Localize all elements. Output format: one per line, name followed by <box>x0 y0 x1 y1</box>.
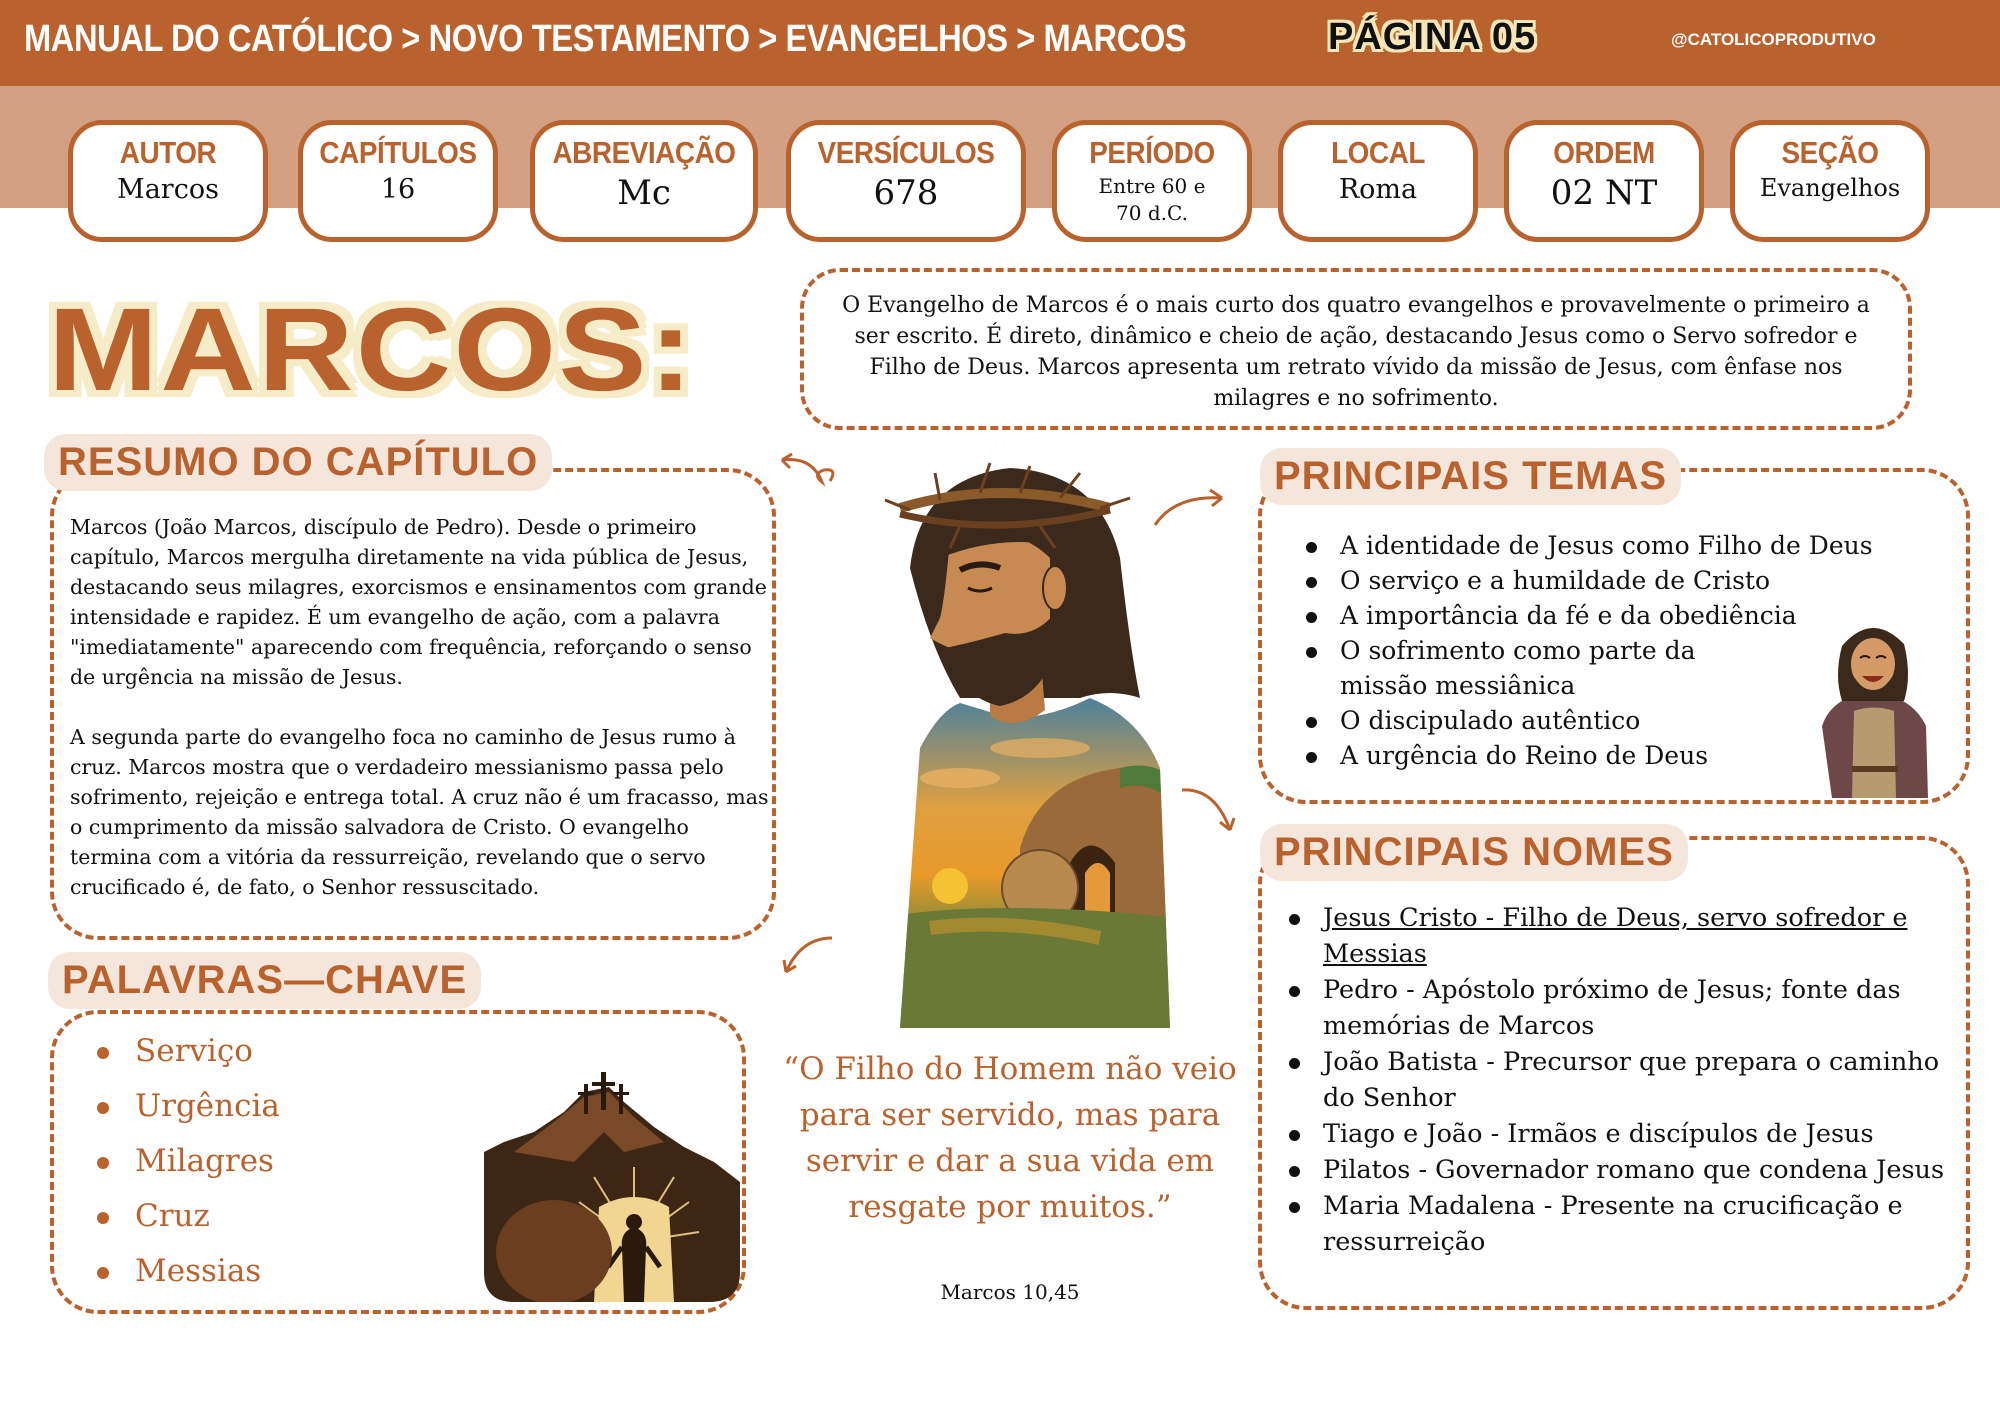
curved-arrow-icon <box>776 930 836 980</box>
empty-tomb-crosses-icon <box>484 1072 740 1302</box>
palavras-chave-heading: PALAVRAS—CHAVE <box>48 952 481 1009</box>
card-value: 678 <box>873 173 939 213</box>
top-header-bar <box>0 0 2000 86</box>
card-label: VERSÍCULOS <box>817 135 995 170</box>
curved-arrow-icon <box>1180 780 1240 840</box>
list-item-text: Jesus Cristo - Filho de Deus, servo sofredor e Messias <box>1323 903 1908 969</box>
info-card-versiculos <box>786 120 1026 242</box>
card-value: Roma <box>1338 174 1418 205</box>
list-item: O sofrimento como parte da missão messiânica <box>1300 633 1780 703</box>
list-item: A urgência do Reino de Deus <box>1300 738 1900 773</box>
resumo-heading: RESUMO DO CAPÍTULO <box>44 434 552 491</box>
info-card-periodo <box>1052 120 1252 242</box>
book-title: MARCOS: <box>48 284 696 416</box>
jesus-tomb-illustration <box>840 448 1210 1028</box>
keyword-item: Cruz <box>95 1189 280 1244</box>
list-item <box>1285 900 1955 972</box>
card-value: 16 <box>380 174 416 205</box>
keyword-item: Milagres <box>95 1134 280 1189</box>
curved-arrow-icon <box>772 446 842 496</box>
list-item: O serviço e a humildade de Cristo <box>1300 563 1900 598</box>
curved-arrow-icon <box>1150 480 1230 530</box>
card-value: Entre 60 e 70 d.C. <box>1098 174 1206 225</box>
card-label: SEÇÃO <box>1781 135 1879 170</box>
list-item: Pedro - Apóstolo próximo de Jesus; fonte das memórias de Marcos <box>1285 972 1955 1044</box>
info-cards <box>64 120 1944 244</box>
temas-heading: PRINCIPAIS TEMAS <box>1260 448 1681 505</box>
card-label: PERÍODO <box>1089 135 1215 170</box>
info-card-capitulos <box>298 120 498 242</box>
list-item: A identidade de Jesus como Filho de Deus <box>1300 528 1900 563</box>
card-label: ORDEM <box>1553 135 1655 170</box>
list-item: Maria Madalena - Presente na crucificação e ressurreição <box>1285 1188 1955 1260</box>
temas-list <box>1300 528 1900 773</box>
card-label: AUTOR <box>119 135 217 170</box>
card-value: 02 NT <box>1550 173 1658 213</box>
nomes-heading: PRINCIPAIS NOMES <box>1260 824 1688 881</box>
list-item: O discipulado autêntico <box>1300 703 1900 738</box>
card-label: ABREVIAÇÃO <box>552 135 736 170</box>
card-value: Marcos <box>117 174 219 205</box>
resumo-paragraph: Marcos (João Marcos, discípulo de Pedro). Desde o primeiro capítulo, Marcos mergulha diretamente na vida pública de Jesus, destacando seus milagres, exorcismos e ensinamentos com grande intensidade e rapidez. É um evangelho de ação, com a palavra "imediatamente" aparecendo com frequência, reforçando o senso de urgência na missão de Jesus. <box>70 515 767 689</box>
social-handle: @CATOLICOPRODUTIVO <box>1671 30 1876 49</box>
info-card-ordem <box>1504 120 1704 242</box>
resumo-text <box>70 512 770 902</box>
list-item: A importância da fé e da obediência <box>1300 598 1900 633</box>
card-value: Mc <box>617 173 671 213</box>
resumo-paragraph: A segunda parte do evangelho foca no caminho de Jesus rumo à cruz. Marcos mostra que o verdadeiro messianismo passa pelo sofrimento, rejeição e entrega total. A cruz não é um fracasso, mas o cumprimento da missão salvadora de Cristo. O evangelho termina com a vitória da ressurreição, revelando que o servo crucificado é, de fato, o Senhor ressuscitado. <box>70 725 769 899</box>
list-item: Tiago e João - Irmãos e discípulos de Jesus <box>1285 1116 1955 1152</box>
bible-quote: “O Filho do Homem não veio para ser servido, mas para servir e dar a sua vida em resgate por muitos.” <box>783 1051 1237 1225</box>
info-card-local <box>1278 120 1478 242</box>
keyword-item: Serviço <box>95 1024 280 1079</box>
info-card-autor <box>68 120 268 242</box>
card-label: LOCAL <box>1331 135 1425 170</box>
info-card-secao <box>1730 120 1930 242</box>
intro-text: O Evangelho de Marcos é o mais curto dos quatro evangelhos e provavelmente o primeiro a ser escrito. É direto, dinâmico e cheio de ação, destacando Jesus como o Servo sofredor e Filho de Deus. Marcos apresenta um retrato vívido da missão de Jesus, com ênfase nos milagres e no sofrimento. <box>842 293 1870 411</box>
keyword-item: Urgência <box>95 1079 280 1134</box>
quote-reference: Marcos 10,45 <box>940 1280 1080 1304</box>
list-item: João Batista - Precursor que prepara o caminho do Senhor <box>1285 1044 1955 1116</box>
keyword-item: Messias <box>95 1244 280 1299</box>
intro-box <box>800 268 1912 430</box>
nomes-list <box>1285 900 1955 1260</box>
palavras-chave-list <box>95 1024 280 1299</box>
page-number-badge: PÁGINA 05 <box>1328 16 1537 58</box>
card-value: Evangelhos <box>1759 174 1901 202</box>
list-item: Pilatos - Governador romano que condena Jesus <box>1285 1152 1955 1188</box>
laughing-jesus-illustration <box>1812 616 1936 798</box>
card-label: CAPÍTULOS <box>319 135 477 170</box>
info-card-abreviacao <box>530 120 758 242</box>
breadcrumb: MANUAL DO CATÓLICO > NOVO TESTAMENTO > EVANGELHOS > MARCOS <box>24 18 1187 60</box>
